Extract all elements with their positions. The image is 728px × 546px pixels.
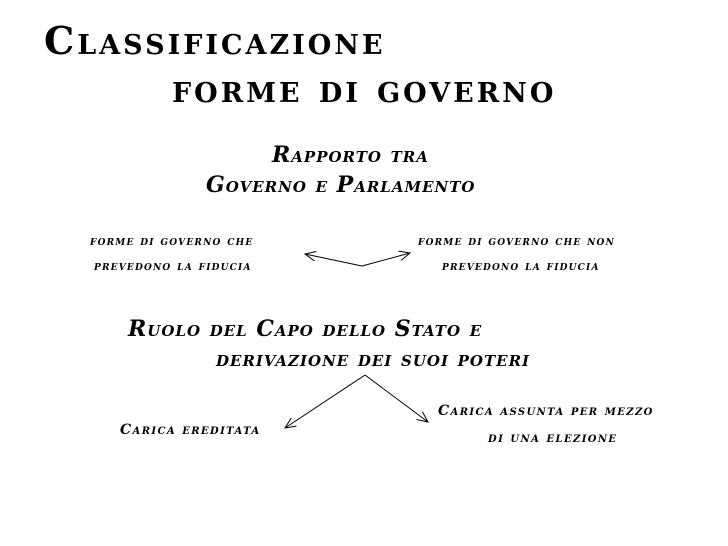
section2-heading-line-1: Ruolo del Capo dello Stato e: [128, 316, 483, 342]
section1-left-label-line-1: forme di governo che: [90, 234, 254, 249]
section2-right-label-line-1: Carica assunta per mezzo: [438, 403, 654, 419]
title-line-1: Classificazione: [44, 18, 386, 63]
section1-left-label-line-2: prevedono la fiducia: [94, 259, 252, 274]
section2-arrow-left: [285, 375, 365, 428]
section1-heading-line-2: Governo e Parlamento: [206, 172, 476, 198]
section1-right-label-line-2: prevedono la fiducia: [442, 259, 600, 274]
section1-heading-line-1: Rapporto tra: [272, 142, 429, 168]
section1-arrow-right: [362, 253, 410, 266]
title-line-2: forme di governo: [172, 66, 557, 111]
section1-arrow-left: [305, 254, 362, 266]
section1-right-label-line-1: forme di governo che non: [418, 234, 616, 249]
section2-heading-line-2: derivazione dei suoi poteri: [216, 346, 531, 372]
section2-arrow-right: [365, 375, 428, 422]
section2-left-label: Carica ereditata: [120, 422, 261, 438]
section2-right-label-line-2: di una elezione: [488, 430, 618, 446]
